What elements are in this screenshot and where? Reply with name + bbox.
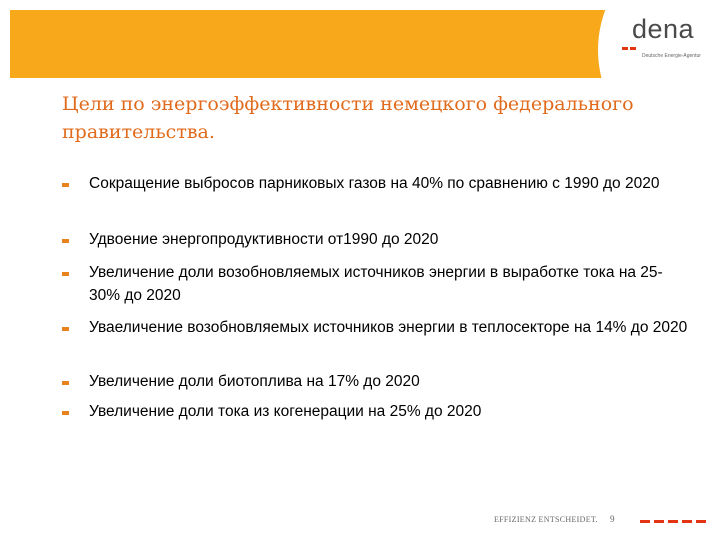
footer-dash	[682, 520, 692, 523]
logo-dash	[630, 47, 636, 50]
bullet-text: Увеличение доли возобновляемых источников энергии в выработке тока на 25-30% до 2020	[89, 264, 663, 304]
bullet-marker	[62, 239, 69, 243]
footer-dash	[668, 520, 678, 523]
logo-tagline: Deutsche Energie-Agentur	[642, 53, 701, 59]
logo-word: dena	[632, 14, 695, 44]
dena-logo	[622, 14, 714, 64]
bullet-text: Удвоение энергопродуктивности от1990 до 2020	[89, 231, 439, 248]
footer-dash	[654, 520, 664, 523]
footer-slogan: EFFIZIENZ ENTSCHEIDET.	[494, 515, 598, 524]
header-banner	[10, 10, 710, 78]
bullet-text: Уваеличение возобновляемых источников энергии в теплосекторе на 14% до 2020	[89, 319, 688, 336]
bullet-marker	[62, 183, 69, 187]
bullet-text: Увеличение доли тока из когенерации на 25% до 2020	[89, 403, 482, 420]
page-number: 9	[610, 514, 615, 524]
bullet-marker	[62, 272, 69, 276]
bullet-marker	[62, 381, 69, 385]
footer-dash	[640, 520, 650, 523]
bullet-marker	[62, 411, 69, 415]
footer-dash	[696, 520, 706, 523]
logo-dash	[622, 47, 628, 50]
bullet-marker	[62, 327, 69, 331]
bullet-text: Увеличение доли биотоплива на 17% до 2020	[89, 373, 420, 390]
bullet-text: Сокращение выбросов парниковых газов на 40% по сравнению с 1990 до 2020	[89, 175, 660, 192]
slide-title: Цели по энергоэффективности немецкого федерального правительства.	[62, 93, 634, 143]
